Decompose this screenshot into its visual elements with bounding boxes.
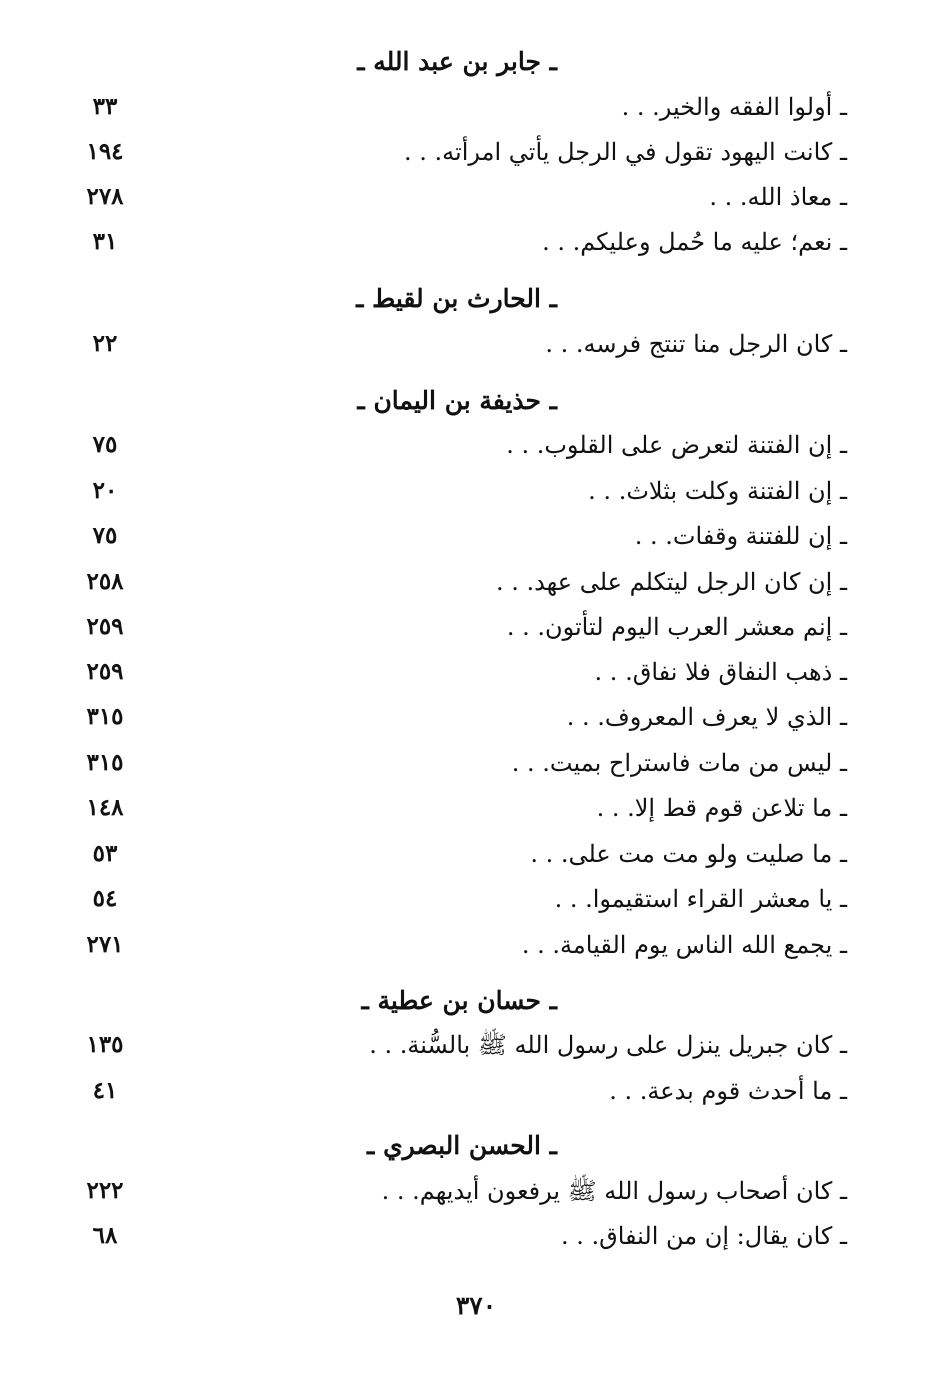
entry-page-number: ٢٢٢ — [86, 1177, 124, 1204]
entry-text: ـ ذهب النفاق فلا نفاق. . . — [594, 658, 847, 686]
entry-page-number: ٢٧٨ — [86, 183, 124, 210]
index-entry — [0, 222, 952, 262]
entry-page-number: ٢٥٨ — [86, 568, 124, 595]
entry-text: ـ الذي لا يعرف المعروف. . . — [566, 703, 847, 731]
section-heading: ـ الحسن البصري ـ — [367, 1131, 557, 1160]
index-entry — [0, 879, 952, 919]
index-entry — [0, 562, 952, 602]
index-entry — [0, 177, 952, 217]
entry-text: ـ كان الرجل منا تنتج فرسه. . . — [545, 330, 847, 358]
section-heading-row — [0, 279, 952, 319]
entry-page-number: ٢٢ — [92, 330, 118, 357]
entry-text: ـ ما أحدث قوم بدعة. . . — [609, 1077, 847, 1105]
index-entry — [0, 87, 952, 127]
entry-text: ـ كان يقال: إن من النفاق. . . — [560, 1222, 847, 1250]
entry-page-number: ٣١٥ — [86, 703, 124, 730]
entry-text: ـ معاذ الله. . . — [709, 183, 847, 211]
index-entry — [0, 743, 952, 783]
index-entry — [0, 425, 952, 465]
entry-text: ـ أولوا الفقه والخير. . . — [621, 93, 847, 121]
section-heading-row — [0, 42, 952, 82]
entry-page-number: ١٤٨ — [86, 794, 124, 821]
index-entry — [0, 132, 952, 172]
entry-text: ـ كان جبريل ينزل على رسول الله ﷺ بالسُّنة. . . — [369, 1031, 847, 1059]
index-entry — [0, 471, 952, 511]
section-heading: ـ جابر بن عبد الله ـ — [357, 47, 557, 76]
index-entry — [0, 1025, 952, 1065]
section-heading-row — [0, 1126, 952, 1166]
entry-text: ـ إنم معشر العرب اليوم لتأتون. . . — [506, 613, 847, 641]
section-heading: ـ الحارث بن لقيط ـ — [356, 284, 557, 313]
entry-page-number: ١٣٥ — [86, 1031, 124, 1058]
entry-text: ـ يا معشر القراء استقيموا. . . — [554, 885, 847, 913]
section-heading: ـ حسان بن عطية ـ — [361, 986, 557, 1015]
index-entry — [0, 1071, 952, 1111]
section-heading: ـ حذيفة بن اليمان ـ — [357, 386, 557, 415]
page-number: ٣٧٠ — [455, 1291, 497, 1320]
entry-text: ـ نعم؛ عليه ما حُمل وعليكم. . . — [542, 228, 847, 256]
entry-text: ـ إن الفتنة لتعرض على القلوب. . . — [506, 431, 847, 459]
entry-page-number: ٦٨ — [92, 1222, 118, 1249]
entry-text: ـ إن كان الرجل ليتكلم على عهد. . . — [495, 568, 847, 596]
index-entry — [0, 1216, 952, 1256]
index-entry — [0, 1171, 952, 1211]
entry-page-number: ٢٥٩ — [86, 613, 124, 640]
entry-page-number: ٧٥ — [92, 431, 118, 458]
index-entry — [0, 834, 952, 874]
entry-page-number: ٤١ — [92, 1077, 118, 1104]
section-heading-row — [0, 381, 952, 421]
index-entry — [0, 516, 952, 556]
index-entry — [0, 324, 952, 364]
entry-text: ـ إن الفتنة وكلت بثلاث. . . — [588, 477, 847, 505]
index-entry — [0, 697, 952, 737]
index-entry — [0, 788, 952, 828]
entry-text: ـ إن للفتنة وقفات. . . — [634, 522, 847, 550]
entry-page-number: ٧٥ — [92, 522, 118, 549]
entry-text: ـ ما صليت ولو مت مت على. . . — [530, 840, 847, 868]
entry-page-number: ٥٣ — [92, 840, 118, 867]
entry-page-number: ٣١٥ — [86, 749, 124, 776]
entry-page-number: ١٩٤ — [86, 138, 124, 165]
section-heading-row — [0, 981, 952, 1021]
index-entry — [0, 652, 952, 692]
entry-page-number: ٢٠ — [92, 477, 118, 504]
entry-page-number: ٥٤ — [92, 885, 118, 912]
entry-text: ـ كان أصحاب رسول الله ﷺ يرفعون أيديهم. . . — [381, 1177, 847, 1205]
index-entry — [0, 607, 952, 647]
entry-page-number: ٢٧١ — [86, 931, 124, 958]
entry-text: ـ ليس من مات فاستراح بميت. . . — [511, 749, 847, 777]
entry-text: ـ يجمع الله الناس يوم القيامة. . . — [521, 931, 847, 959]
entry-text: ـ ما تلاعن قوم قط إلا. . . — [596, 794, 847, 822]
entry-text: ـ كانت اليهود تقول في الرجل يأتي امرأته. . . — [404, 138, 847, 166]
index-entry — [0, 925, 952, 965]
entry-page-number: ٣٣ — [92, 93, 118, 120]
entry-page-number: ٢٥٩ — [86, 658, 124, 685]
entry-page-number: ٣١ — [92, 228, 118, 255]
